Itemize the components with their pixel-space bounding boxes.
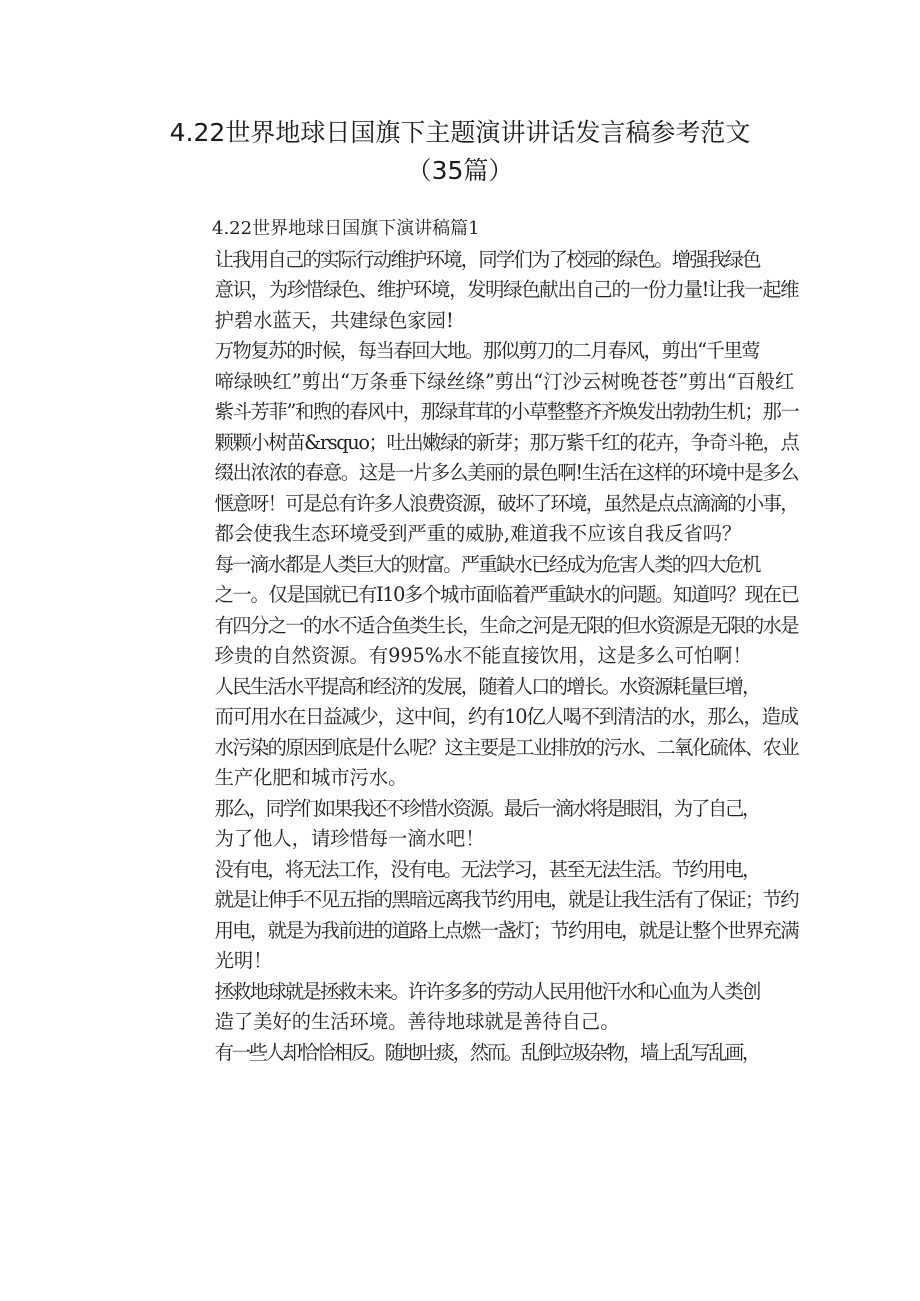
paragraph-line: 之一。仅是国就已有I10多个城市面临着严重缺水的问题。知道吗？现在已 xyxy=(214,583,799,606)
paragraph-line: 没有电，将无法工作，没有电。无法学习，甚至无法生活。节约用电， xyxy=(214,857,760,881)
paragraph-line: 造了美好的生活环境。善待地球就是善待自己。 xyxy=(214,1010,620,1033)
paragraph-line: 惬意呀！可是总有许多人浪费资源，破坏了环境，虽然是点点滴滴的小事， xyxy=(214,491,798,515)
body-paragraph xyxy=(176,245,798,337)
paragraph-line: 光明！ xyxy=(214,949,273,972)
paragraph-line: 人民生活水平提高和经济的发展，随着人口的增长。水资源耗量巨增， xyxy=(214,674,760,698)
paragraph-line: 缀出浓浓的春意。这是一片多么美丽的景色啊!生活在这样的环境中是多么 xyxy=(214,461,799,484)
paragraph-line: 每一滴水都是人类巨大的财富。严重缺水已经成为危害人类的四大危机 xyxy=(214,552,760,576)
paragraph-line: 就是让伸手不见五指的黑暗远离我节约用电，就是让我生活有了保证；节约 xyxy=(214,888,798,911)
paragraph-line: 水污染的原因到底是什么呢？这主要是工业排放的污水、二氧化硫体、农业 xyxy=(214,735,798,759)
paragraph-line: 啼绿映红”剪出“万条垂下绿丝绦”剪出“汀沙云树晚苍苍”剪出“百般红 xyxy=(214,369,795,393)
paragraph-line: 有一些人却恰恰相反。随地吐痰，然而。乱倒垃圾杂物，墙上乱写乱画， xyxy=(214,1040,759,1064)
paragraph-list xyxy=(176,245,798,1069)
document-title xyxy=(150,114,770,190)
title-line-2: （35篇） xyxy=(406,156,514,185)
body-paragraph xyxy=(176,977,798,1038)
title-line-1: 4.22世界地球日国旗下主题演讲讲话发言稿参考范文 xyxy=(169,118,751,147)
paragraph-line: 意识，为珍惜绿色、维护环境，发明绿色献出自己的一份力量!让我一起维 xyxy=(214,278,799,301)
paragraph-line: 拯救地球就是拯救未来。许许多多的劳动人民用他汗水和心血为人类创 xyxy=(214,979,760,1003)
paragraph-line: 有四分之一的水不适合鱼类生长，生命之河是无限的但水资源是无限的水是 xyxy=(214,613,798,637)
paragraph-line: 护碧水蓝天，共建绿色家园! xyxy=(214,308,454,332)
paragraph-line: 用电，就是为我前进的道路上点燃一盏灯；节约用电，就是让整个世界充满 xyxy=(214,918,798,942)
paragraph-line: 万物复苏的时候，每当春回大地。那似剪刀的二月春风，剪出“千里莺 xyxy=(214,339,760,362)
paragraph-line: 都会使我生态环境受到严重的威胁,难道我不应该自我反省吗？ xyxy=(214,522,742,545)
paragraph-line: 而可用水在日益减少，这中间，约有10亿人喝不到清洁的水，那么，造成 xyxy=(214,705,798,728)
body-paragraph xyxy=(176,672,798,794)
section-heading: 4.22世界地球日国旗下演讲稿篇1 xyxy=(212,218,480,239)
body-paragraph xyxy=(176,550,798,672)
body-paragraph xyxy=(176,855,798,977)
paragraph-line: 那么，同学们如果我还不珍惜水资源。最后一滴水将是眼泪，为了自己， xyxy=(214,796,759,820)
body-paragraph xyxy=(176,794,798,855)
paragraph-line: 让我用自己的实际行动维护环境，同学们为了校园的绿色。增强我绿色 xyxy=(214,247,760,271)
paragraph-line: 为了他人，请珍惜每一滴水吧！ xyxy=(214,827,485,850)
body-paragraph xyxy=(176,336,798,550)
document-body xyxy=(176,214,798,1068)
paragraph-line: 紫斗芳菲”和煦的春风中，那绿茸茸的小草整整齐齐焕发出勃勃生机；那一 xyxy=(214,400,799,423)
paragraph-line: 珍贵的自然资源。有995%水不能直接饮用，这是多么可怕啊！ xyxy=(214,644,752,667)
paragraph-line: 生产化肥和城市污水。 xyxy=(214,766,408,789)
paragraph-line: 颗颗小树苗&rsquo；吐出嫩绿的新芽；那万紫千红的花卉，争奇斗艳，点 xyxy=(214,430,799,454)
body-paragraph xyxy=(176,1038,798,1069)
